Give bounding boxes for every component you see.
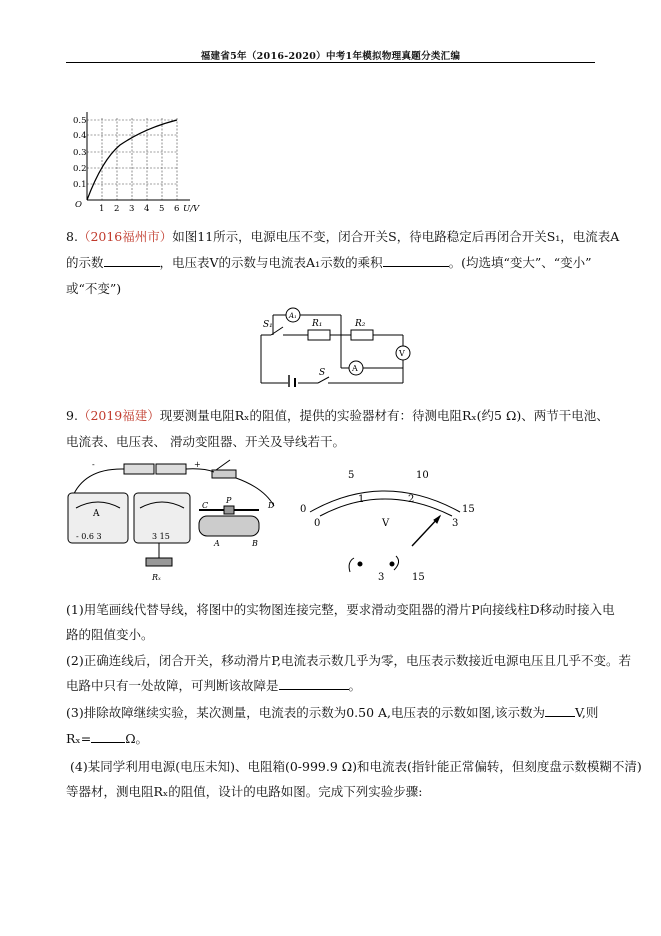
- port-3: 3: [378, 572, 385, 583]
- label-r2: R₂: [355, 319, 366, 329]
- scale-outer-15: 15: [462, 504, 475, 515]
- y-tick: 0.2: [73, 164, 87, 174]
- y-tick: 0.1: [73, 180, 87, 190]
- scale-outer-0: 0: [300, 504, 307, 515]
- x-tick: 4: [144, 204, 150, 214]
- scale-inner-2: 2: [408, 494, 415, 505]
- terminal-d: D: [268, 501, 275, 510]
- battery-plus: +: [194, 460, 201, 469]
- label-s: S: [319, 368, 326, 378]
- q9-p2-line1: (2)正确连线后，闭合开关，移动滑片P,电流表示数几乎为零，电压表示数接近电源电压且几乎不变。若: [66, 653, 632, 668]
- scale-inner-3: 3: [452, 518, 459, 529]
- x-tick: 2: [114, 204, 120, 214]
- answer-blank: [383, 254, 449, 267]
- answer-blank: [279, 677, 349, 690]
- q9-line2: 电流表、电压表、 滑动变阻器、开关及导线若干。: [66, 434, 345, 449]
- ammeter-ports: - 0.6 3: [76, 532, 102, 541]
- answer-blank: [545, 704, 575, 717]
- q8-line1: 8.（2016福州市）如图11所示，电源电压不变，闭合开关S，待电路稳定后再闭合开关S₁，电流表A: [66, 229, 620, 244]
- q8-line3: 或“不变”): [66, 281, 122, 296]
- battery-minus: -: [92, 460, 95, 469]
- header-divider: [66, 62, 595, 63]
- scale-outer-5: 5: [348, 470, 355, 481]
- apparatus-diagram: [64, 458, 289, 588]
- q9-source: （2019福建）: [77, 408, 160, 423]
- voltmeter-ports: 3 15: [152, 532, 170, 541]
- label-r1: R₁: [312, 319, 323, 329]
- q9-p3-line1: (3)排除故障继续实验，某次测量，电流表的示数为0.50 A,电压表的示数如图,该示数为 V,则: [66, 705, 599, 720]
- answer-blank: [91, 730, 125, 743]
- label-s1: S₁: [263, 320, 273, 330]
- q8-line2: 的示数 ，电压表V的示数与电流表A₁示数的乘积 。(均选填“变大”、“变小”: [66, 255, 592, 270]
- i-u-graph: [70, 110, 220, 220]
- ammeter-label: A: [93, 509, 100, 519]
- meter-unit: V: [382, 518, 390, 529]
- x-unit: U/V: [183, 204, 200, 214]
- q9-p4-line1: (4)某同学利用电源(电压未知)、电阻箱(0-999.9 Ω)和电流表(指针能正常偏转，但刻度盘示数模糊不清): [70, 759, 642, 774]
- q9-line1: 9.（2019福建）现要测量电阻Rₓ的阻值，提供的实验器材有：待测电阻Rₓ(约5 Ω)、两节干电池、: [66, 408, 609, 423]
- x-tick: 3: [129, 204, 135, 214]
- resistor-rx: Rₓ: [152, 573, 161, 582]
- terminal-p: P: [226, 496, 232, 505]
- q9-p2-line2: 电路中只有一处故障，可判断该故障是 。: [66, 678, 362, 693]
- origin-label: O: [75, 200, 82, 210]
- q9-p1-line1: (1)用笔画线代替导线，将图中的实物图连接完整，要求滑动变阻器的滑片P向接线柱D移动时接入电: [66, 602, 615, 617]
- x-tick: 6: [174, 204, 180, 214]
- answer-blank: [104, 254, 160, 267]
- y-tick: 0.4: [73, 131, 87, 141]
- x-tick: 1: [99, 204, 105, 214]
- terminal-b: B: [252, 539, 258, 548]
- y-tick: 0.5: [73, 116, 87, 126]
- x-tick: 5: [159, 204, 165, 214]
- label-v: V: [399, 349, 405, 358]
- q9-p3-line2: Rₓ= Ω。: [66, 731, 149, 746]
- terminal-a: A: [214, 539, 220, 548]
- scale-outer-10: 10: [416, 470, 429, 481]
- label-a: A: [352, 364, 358, 373]
- page-header: 福建省5年（2016-2020）中考1年模拟物理真题分类汇编: [200, 51, 461, 62]
- circuit-diagram: [253, 305, 411, 387]
- scale-inner-1: 1: [358, 494, 365, 505]
- q9-p1-line2: 路的阻值变小。: [66, 627, 154, 642]
- y-tick: 0.3: [73, 148, 87, 158]
- label-a1: A₁: [289, 312, 297, 320]
- voltmeter-dial: [292, 462, 477, 584]
- terminal-c: C: [202, 501, 209, 510]
- q8-source: （2016福州市）: [77, 229, 173, 244]
- port-15: 15: [412, 572, 425, 583]
- scale-inner-0: 0: [314, 518, 321, 529]
- q9-p4-line2: 等器材，测电阻Rₓ的阻值，设计的电路如图。完成下列实验步骤:: [66, 784, 423, 799]
